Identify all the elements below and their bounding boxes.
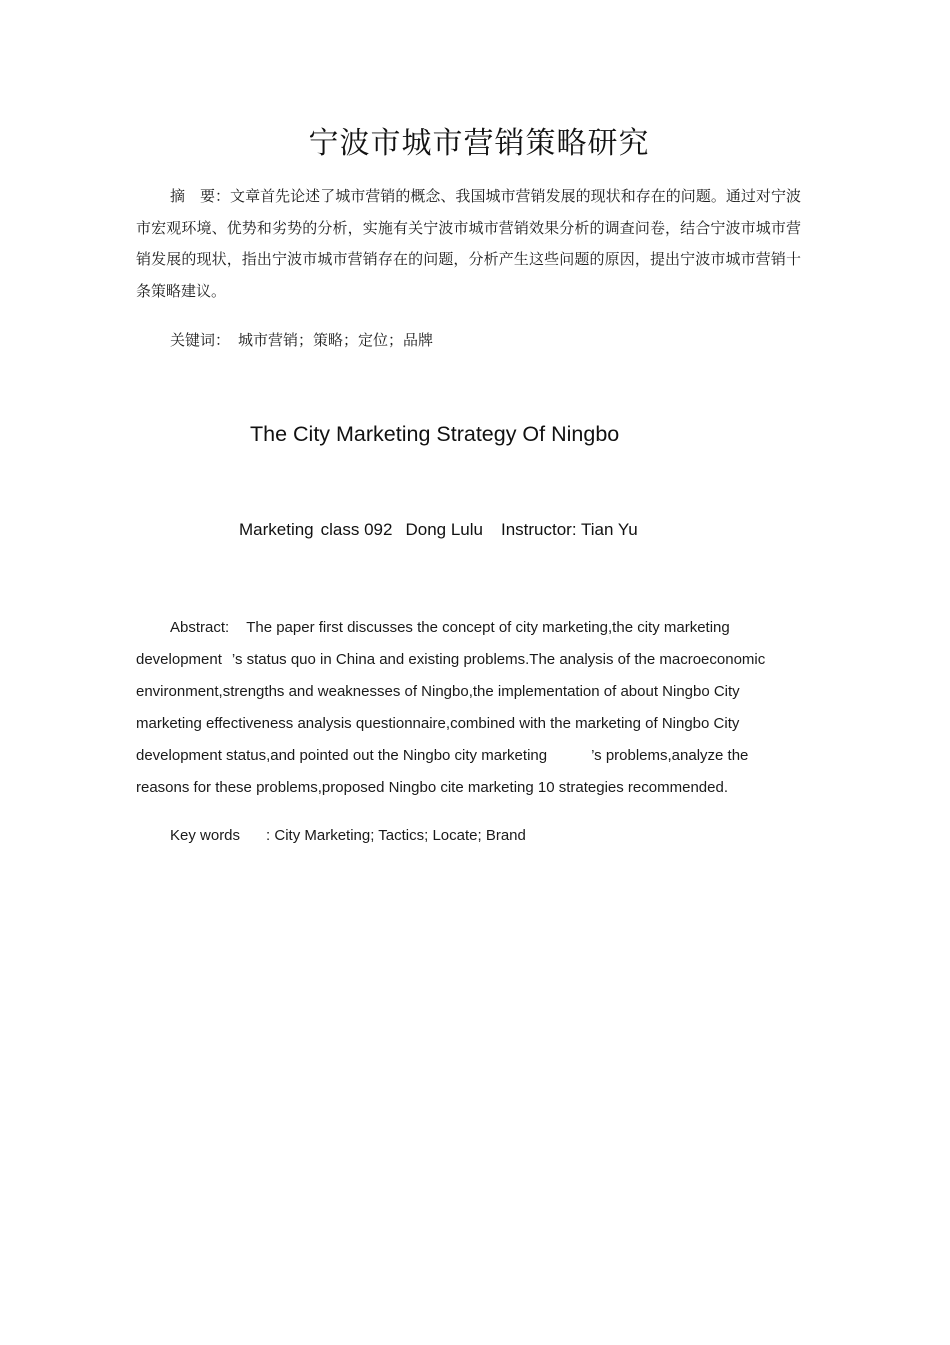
chinese-abstract-text: 文章首先论述了城市营销的概念、我国城市营销发展的现状和存在的问题。通过对宁波市宏观环境、优势和劣势的分析，实施有关宁波市城市营销效果分析的调查问卷，结合宁波市城市营销发展的现状，指出宁波市城市营销存在的问题，分析产生这些问题的原因，提出宁波市城市营销十条策略建议。: [136, 187, 801, 300]
english-title: The City Marketing Strategy Of Ningbo: [250, 422, 620, 446]
english-abstract-line: Abstract: The paper first discusses the concept of city marketing,the city marketing: [170, 619, 730, 636]
chinese-keywords-text: 城市营销；策略；定位；品牌: [238, 331, 434, 349]
chinese-title: 宁波市城市营销策略研究: [308, 126, 650, 161]
byline-major: Marketing: [239, 520, 314, 539]
chinese-keywords: [170, 326, 433, 354]
english-abstract-line: development status,and pointed out the Ningbo city marketing ’s problems,analyze the: [136, 747, 749, 764]
english-abstract-line: development ’s status quo in China and existing problems.The analysis of the macroeconomic: [136, 651, 766, 668]
english-abstract: [136, 612, 808, 804]
english-abstract-line: marketing effectiveness analysis questionnaire,combined with the marketing of Ningbo City: [136, 715, 740, 732]
chinese-abstract-label: 摘 要：: [170, 187, 231, 205]
english-abstract-label: Abstract:: [170, 619, 230, 636]
english-keywords-label: Key words: [170, 827, 241, 844]
author-byline: [239, 520, 638, 540]
byline-class: class 092: [320, 520, 393, 539]
english-keywords: [170, 822, 526, 850]
english-abstract-line: reasons for these problems,proposed Ningbo cite marketing 10 strategies recommended.: [136, 779, 728, 796]
english-abstract-line: environment,strengths and weaknesses of Ningbo,the implementation of about Ningbo City: [136, 683, 740, 700]
chinese-abstract: [136, 181, 801, 307]
english-keywords-text: : City Marketing; Tactics; Locate; Brand: [266, 827, 526, 844]
chinese-keywords-label: 关键词：: [170, 331, 231, 349]
byline-author: Dong Lulu: [405, 520, 483, 539]
byline-instructor: Instructor: Tian Yu: [500, 520, 638, 539]
